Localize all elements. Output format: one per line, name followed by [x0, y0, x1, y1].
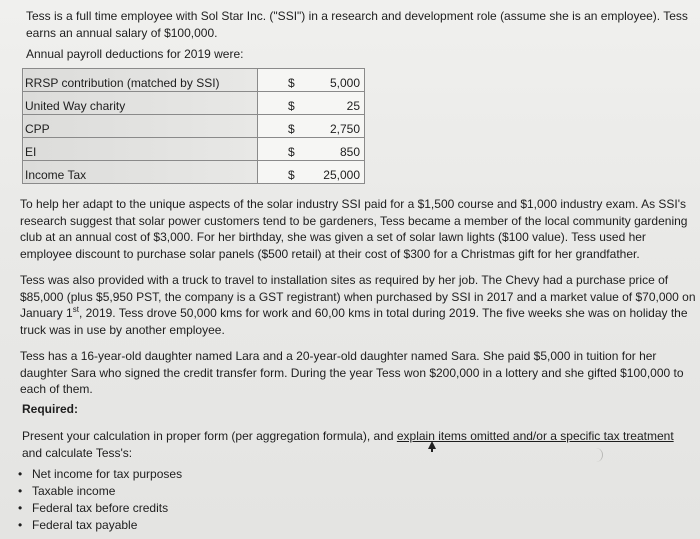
deduction-amount-cell — [258, 92, 365, 115]
deduction-label: RRSP contribution (matched by SSI) — [23, 69, 258, 92]
deduction-amount-cell — [258, 161, 365, 184]
bullet-icon: • — [18, 467, 23, 481]
list-item-label: Net income for tax purposes — [32, 467, 183, 481]
list-item — [18, 500, 182, 517]
training-paragraph — [20, 196, 687, 262]
intro-paragraph — [26, 8, 688, 42]
paragraph-line: To help her adapt to the unique aspects of the solar industry SSI paid for a $1,500 course and $1,000 industry exam. As SSI's — [20, 197, 687, 211]
deduction-amount: 25 — [346, 99, 360, 113]
table-row — [23, 69, 365, 92]
truck-paragraph — [20, 272, 696, 338]
paragraph-line: truck was in use by another employee. — [20, 322, 225, 337]
list-item-label: Taxable income — [32, 484, 116, 498]
paragraph-line: employee discount to purchase solar panels ($500 retail) at their cost of $300 for a Christmas gift for her grandfather. — [20, 246, 640, 261]
table-row — [23, 92, 365, 115]
deduction-label: Income Tax — [23, 161, 258, 184]
instructions-text: Present your calculation in proper form (per aggregation formula), and — [22, 429, 397, 443]
list-item — [18, 466, 182, 483]
mouse-cursor-tail — [431, 448, 433, 452]
table-row — [23, 138, 365, 161]
required-items-list — [18, 466, 182, 534]
deductions-table — [22, 68, 365, 184]
intro-line: Tess is a full time employee with Sol Star Inc. ("SSI") in a research and development role (assume she is an employee). Tess — [26, 9, 688, 23]
ordinal-suffix: st — [72, 305, 79, 314]
table-row — [23, 115, 365, 138]
instructions-paragraph — [22, 428, 674, 461]
date-text: January 1 — [20, 306, 73, 320]
deduction-amount: 850 — [339, 145, 360, 159]
family-paragraph — [20, 348, 684, 398]
deduction-label: CPP — [23, 115, 258, 138]
deductions-title: Annual payroll deductions for 2019 were: — [26, 47, 244, 61]
paragraph-line: each of them. — [20, 382, 93, 396]
paragraph-line: club at an annual cost of $3,000. For her birthday, she was given a set of solar lawn lights ($100 value). Tess used her — [20, 230, 646, 244]
bullet-icon: • — [18, 501, 23, 515]
currency-symbol: $ — [288, 145, 295, 159]
paragraph-text: , 2019. Tess drove 50,000 kms for work and 60,00 kms in total during 2019. The five weeks she was on holiday the — [78, 306, 688, 320]
paragraph-line: Tess has a 16-year-old daughter named Lara and a 20-year-old daughter named Sara. She paid $5,000 in tuition for her — [20, 349, 657, 363]
paragraph-line: $85,000 (plus $5,950 PST, the company is a GST registrant) when purchased by SSI in 2017 and a market value of $70,000 on — [20, 289, 696, 304]
paragraph-line: Tess was also provided with a truck to travel to installation sites as required by her job. The Chevy had a purchase price of — [20, 273, 669, 287]
currency-symbol: $ — [288, 76, 295, 90]
paragraph-line — [22, 428, 674, 445]
bullet-icon: • — [18, 518, 23, 532]
deduction-label: United Way charity — [23, 92, 258, 115]
list-item — [18, 483, 182, 500]
deduction-amount: 5,000 — [329, 76, 360, 90]
required-heading: Required: — [22, 402, 79, 416]
deduction-label: EI — [23, 138, 258, 161]
deduction-amount: 2,750 — [329, 122, 360, 136]
deduction-amount: 25,000 — [323, 168, 360, 182]
deduction-amount-cell — [258, 69, 365, 92]
intro-line: earns an annual salary of $100,000. — [26, 26, 218, 40]
list-item-label: Federal tax before credits — [32, 501, 169, 515]
paragraph-line: research suggest that solar power customers tend to be gardeners, Tess became a member of the local community gardening — [20, 213, 688, 228]
deduction-amount-cell — [258, 115, 365, 138]
currency-symbol: $ — [288, 99, 295, 113]
paragraph-line: and calculate Tess's: — [22, 445, 133, 460]
paragraph-line — [20, 305, 696, 322]
paragraph-line: daughter Sara who signed the credit transfer form. During the year Tess won $200,000 in a lottery and she gifted $100,000 to — [20, 365, 684, 380]
deduction-amount-cell — [258, 138, 365, 161]
currency-symbol: $ — [288, 122, 295, 136]
underlined-text: explain items omitted and/or a specific tax treatment — [396, 429, 674, 443]
currency-symbol: $ — [288, 168, 295, 182]
table-row — [23, 161, 365, 184]
bullet-icon: • — [18, 484, 23, 498]
list-item — [18, 517, 182, 534]
list-item-label: Federal tax payable — [32, 518, 138, 532]
